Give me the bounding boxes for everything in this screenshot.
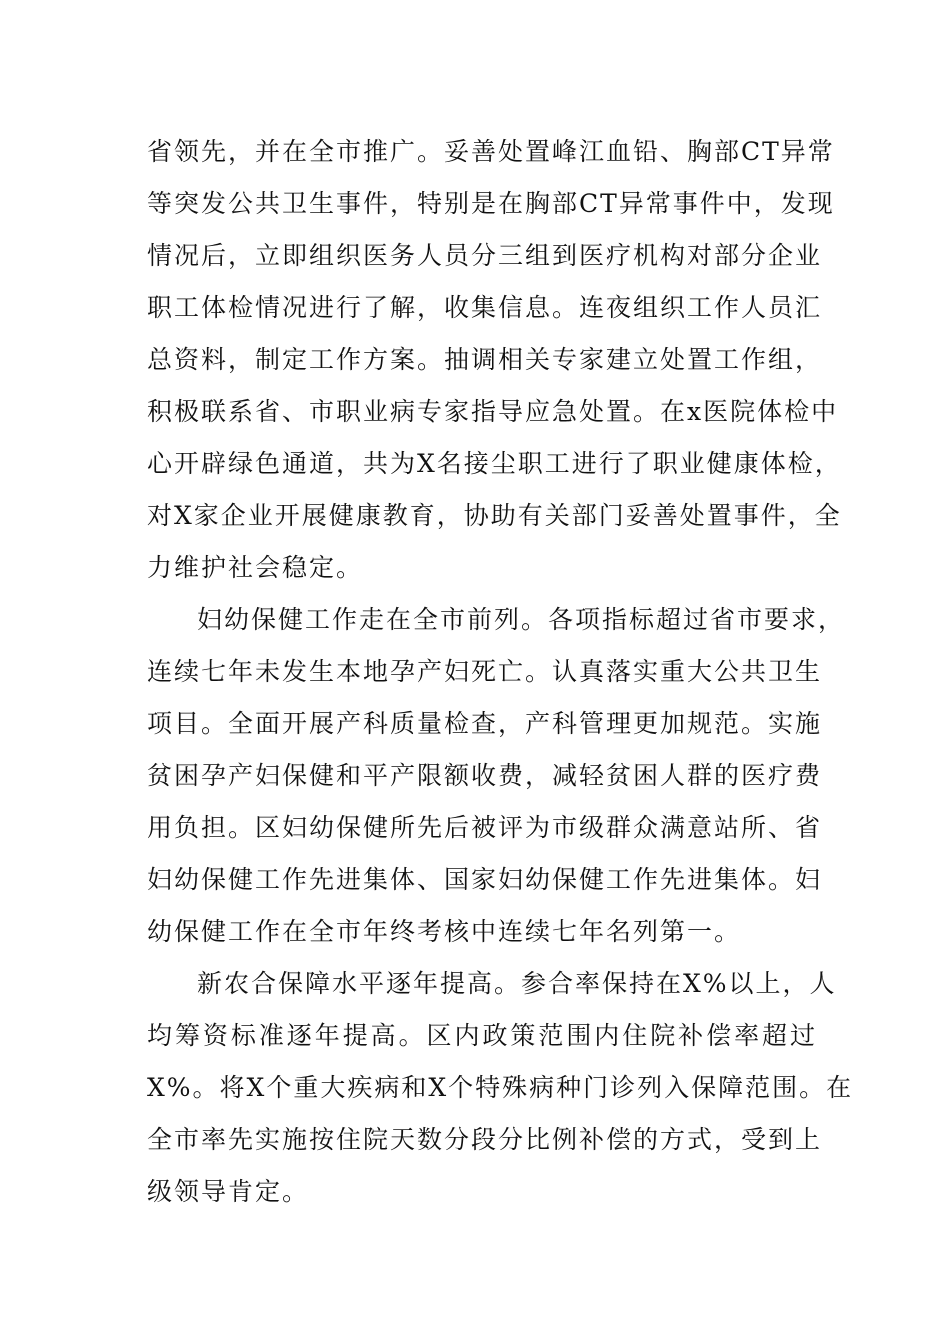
paragraph-line: 全市率先实施按住院天数分段分比例补偿的方式，受到上	[147, 1125, 823, 1154]
paragraph-line: 用负担。区妇幼保健所先后被评为市级群众满意站所、省	[147, 813, 823, 842]
paragraph-line: 力维护社会稳定。	[147, 553, 364, 582]
paragraph-line: X%。将X个重大疾病和X个特殊病种门诊列入保障范围。在	[147, 1073, 854, 1102]
paragraph-line: 均筹资标准逐年提高。区内政策范围内住院补偿率超过	[147, 1021, 817, 1050]
paragraph-line: 项目。全面开展产科质量检查，产科管理更加规范。实施	[147, 709, 823, 738]
paragraph-line: 积极联系省、市职业病专家指导应急处置。在x医院体检中	[147, 397, 839, 426]
paragraph-line: 省领先，并在全市推广。妥善处置峰江血铅、胸部CT异常	[147, 137, 835, 166]
paragraph-line: 职工体检情况进行了解，收集信息。连夜组织工作人员汇	[147, 293, 823, 322]
paragraph-line: 连续七年未发生本地孕产妇死亡。认真落实重大公共卫生	[147, 657, 823, 686]
paragraph-line: 贫困孕产妇保健和平产限额收费，减轻贫困人群的医疗费	[147, 761, 823, 790]
paragraph-line: 对X家企业开展健康教育，协助有关部门妥善处置事件，全	[147, 501, 842, 530]
paragraph-line: 新农合保障水平逐年提高。参合率保持在X%以上，人	[197, 969, 837, 998]
paragraph-line: 心开辟绿色通道，共为X名接尘职工进行了职业健康体检，	[147, 449, 842, 478]
paragraph-line: 妇幼保健工作走在全市前列。各项指标超过省市要求，	[197, 605, 846, 634]
paragraph-line: 级领导肯定。	[147, 1177, 310, 1206]
paragraph-line: 幼保健工作在全市年终考核中连续七年名列第一。	[147, 917, 742, 946]
paragraph-line: 等突发公共卫生事件，特别是在胸部CT异常事件中，发现	[147, 189, 835, 218]
paragraph-line: 情况后，立即组织医务人员分三组到医疗机构对部分企业	[147, 241, 823, 270]
paragraph-line: 妇幼保健工作先进集体、国家妇幼保健工作先进集体。妇	[147, 865, 823, 894]
paragraph-line: 总资料，制定工作方案。抽调相关专家建立处置工作组，	[147, 345, 823, 374]
